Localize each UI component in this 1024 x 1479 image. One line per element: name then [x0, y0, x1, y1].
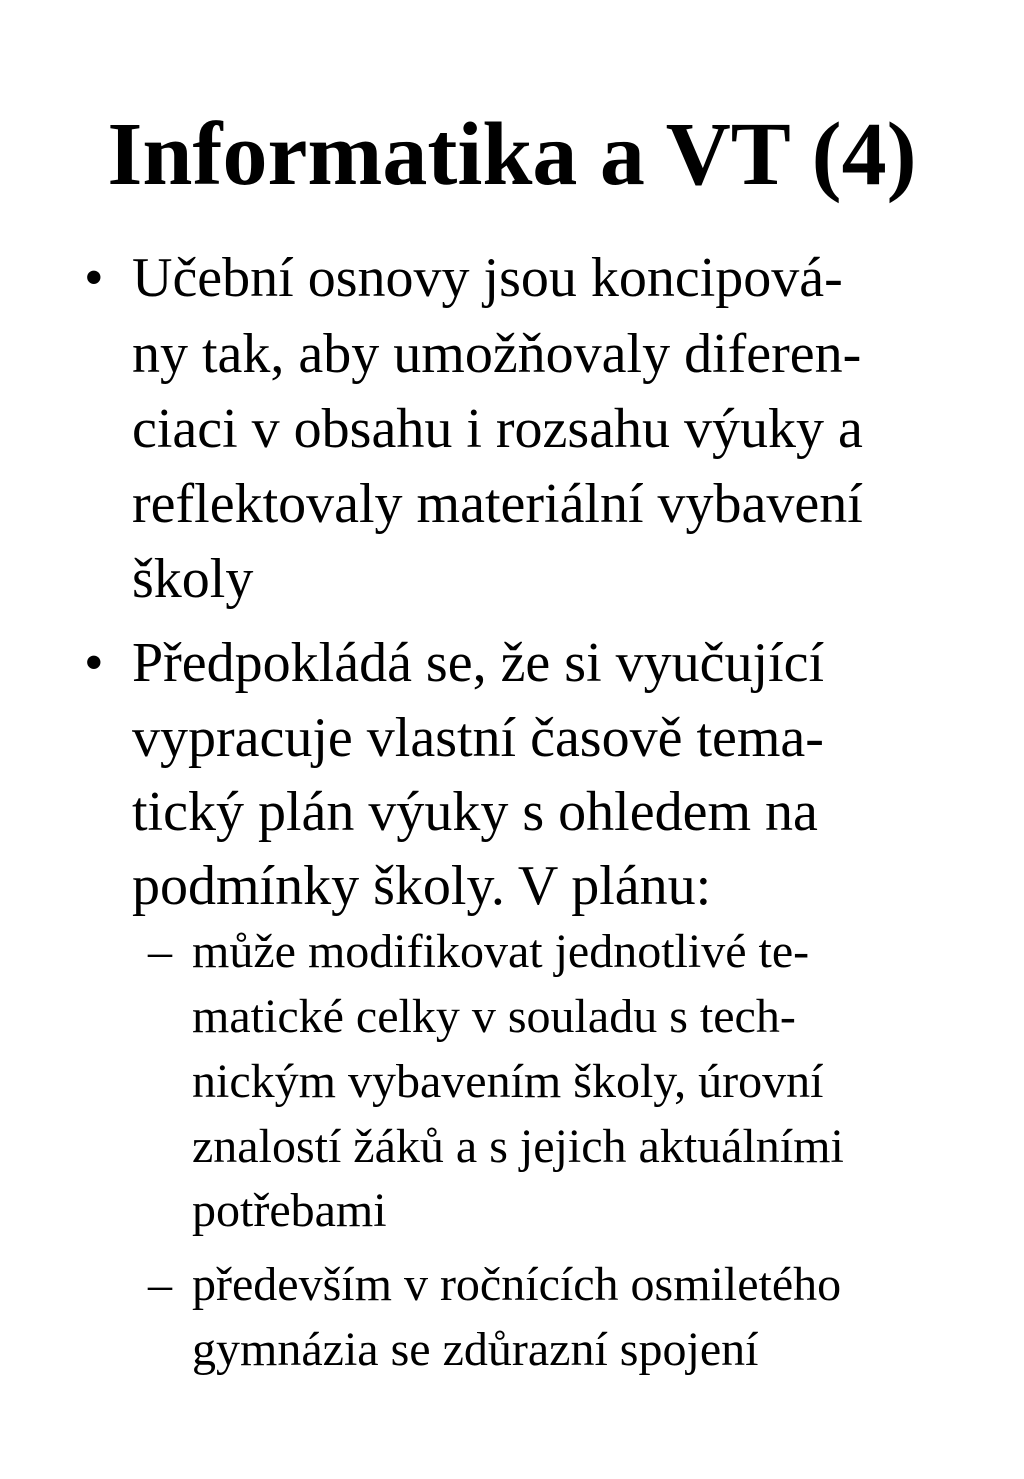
bullet-2-line-4: podmínky školy. V plánu:: [132, 855, 712, 917]
bullet-marker: •: [84, 632, 104, 694]
subitem-1-line-3: nickým vybavením školy, úrovní: [192, 1055, 824, 1108]
bullet-2-line-3: tický plán výuky s ohledem na: [132, 781, 818, 843]
slide-title: Informatika a VT (4): [107, 105, 917, 204]
subitem-1-line-5: potřebami: [192, 1184, 387, 1237]
bullet-1-line-4: reflektovaly materiální vybavení: [132, 473, 863, 535]
bullet-2-line-2: vypracuje vlastní časově tema-: [132, 707, 824, 769]
subitem-2-line-1: především v ročnících osmiletého: [192, 1258, 842, 1311]
subitem-2-line-2: gymnázia se zdůrazní spojení: [192, 1323, 759, 1376]
bullet-2-line-1: Předpokládá se, že si vyučující: [132, 632, 825, 694]
dash-marker: –: [148, 1258, 172, 1311]
subitem-1-line-2: matické celky v souladu s tech-: [192, 990, 796, 1043]
bullet-1-line-2: ny tak, aby umožňovaly diferen-: [132, 323, 862, 385]
bullet-1-line-1: Učební osnovy jsou koncipová-: [132, 247, 843, 309]
subitem-1-line-4: znalostí žáků a s jejich aktuálními: [192, 1120, 844, 1173]
bullet-marker: •: [84, 247, 104, 309]
bullet-1-line-3: ciaci v obsahu i rozsahu výuky a: [132, 398, 863, 460]
dash-marker: –: [148, 925, 172, 978]
subitem-1-line-1: může modifikovat jednotlivé te-: [192, 925, 810, 978]
bullet-1-line-5: školy: [132, 548, 254, 610]
